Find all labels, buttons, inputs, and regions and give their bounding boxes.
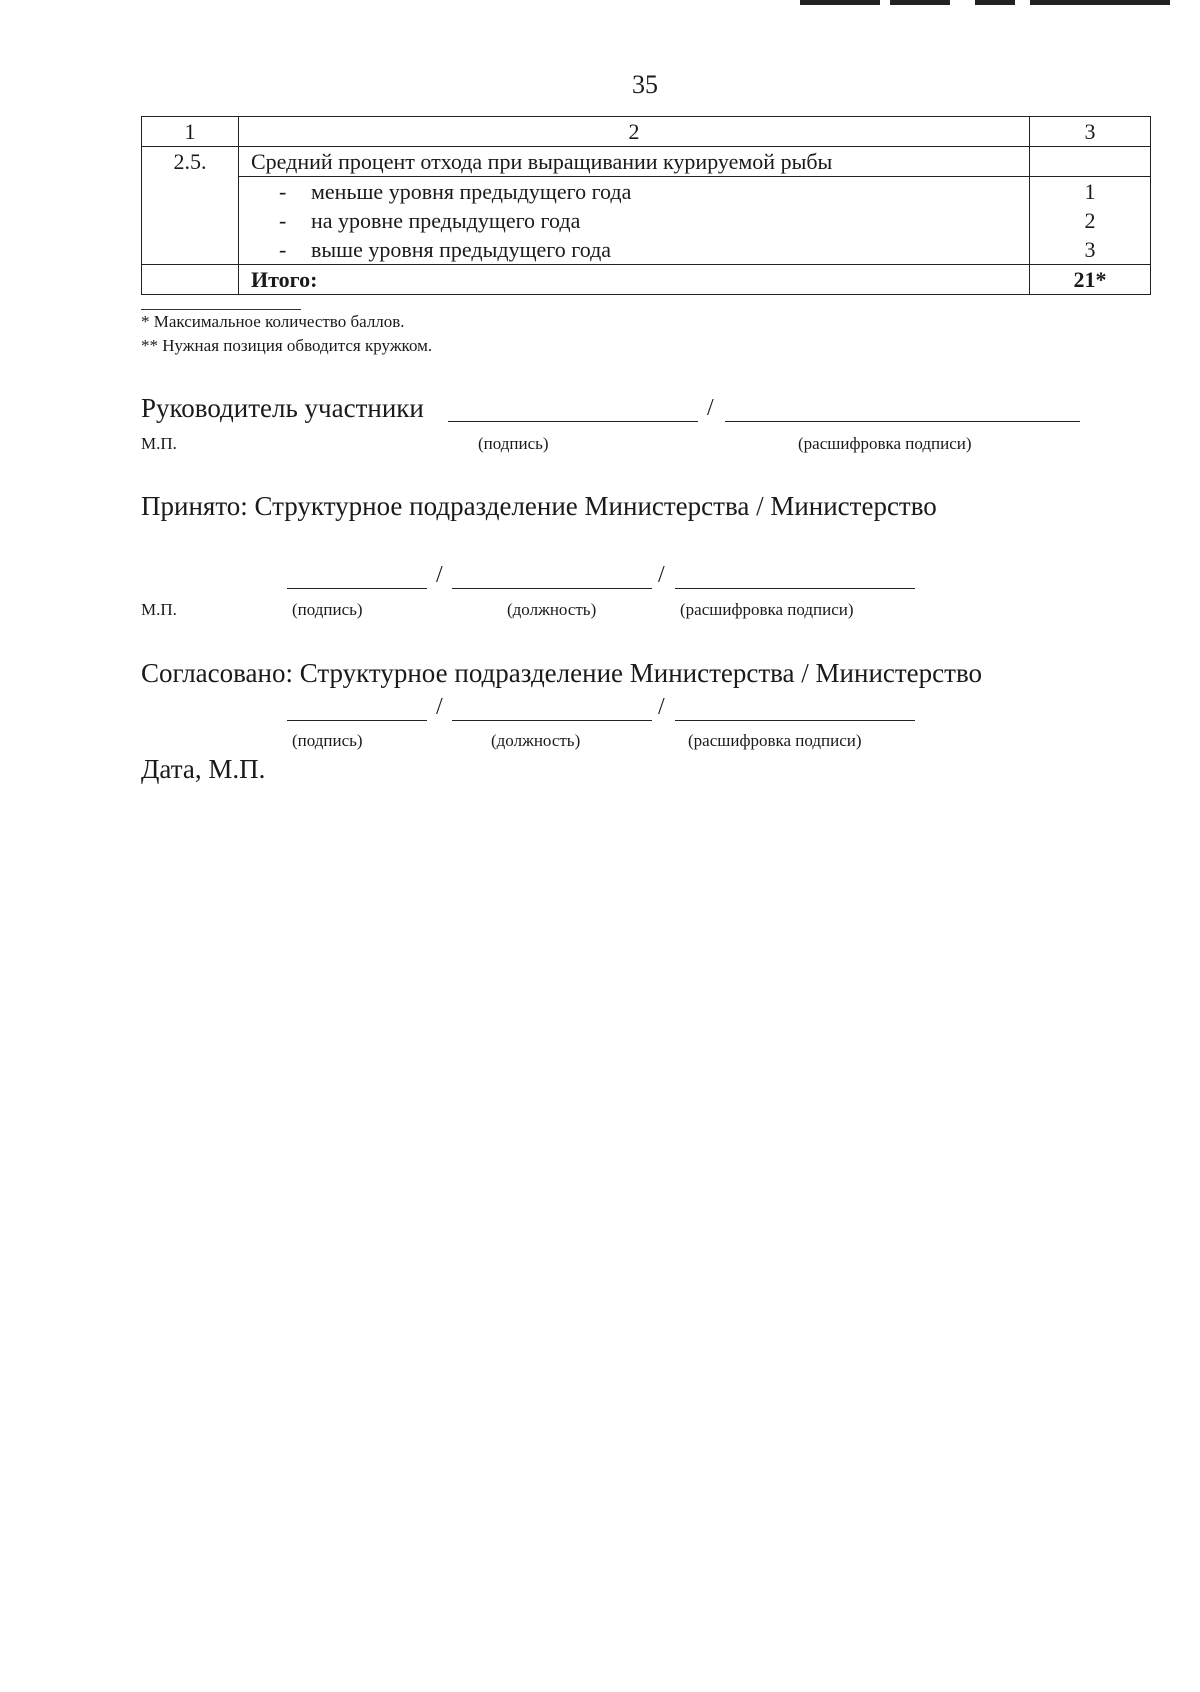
- position-caption: (должность): [507, 600, 597, 619]
- option-label: выше уровня предыдущего года: [311, 237, 612, 262]
- accepted-signature-line: [287, 588, 427, 589]
- agreed-signature-line: [287, 720, 427, 721]
- table-row: [142, 206, 1151, 235]
- leader-label: Руководитель участники: [141, 393, 424, 423]
- score-table: [141, 116, 1151, 295]
- leader-signature-line: [448, 421, 698, 422]
- option-score: 1: [1030, 177, 1151, 207]
- table-row: [142, 147, 1151, 177]
- option-dash: -: [279, 208, 287, 233]
- scan-mark: [975, 0, 1015, 5]
- separator: /: [658, 694, 665, 720]
- item-title: Средний процент отхода при выращивании курируемой рыбы: [239, 147, 1030, 177]
- item-score-empty: [1030, 147, 1151, 177]
- option-cell: [239, 206, 1030, 235]
- option-label: на уровне предыдущего года: [311, 208, 581, 233]
- agreed-label: Согласовано: Структурное подразделение Министерства / Министерство: [141, 658, 983, 688]
- total-label: Итого:: [239, 265, 1030, 295]
- option-score: 3: [1030, 235, 1151, 265]
- header-cell-1: 1: [142, 117, 239, 147]
- accepted-position-line: [452, 588, 652, 589]
- option-dash: -: [279, 179, 287, 204]
- page-number: 35: [632, 70, 658, 99]
- table-header-row: [142, 117, 1151, 147]
- agreed-decoding-line: [675, 720, 915, 721]
- option-label: меньше уровня предыдущего года: [311, 179, 632, 204]
- header-cell-3: 3: [1030, 117, 1151, 147]
- option-cell: [239, 177, 1030, 207]
- decoding-caption: (расшифровка подписи): [798, 434, 972, 453]
- signature-caption: (подпись): [292, 731, 363, 750]
- table-row: [142, 235, 1151, 265]
- footnote-2: ** Нужная позиция обводится кружком.: [141, 336, 433, 355]
- position-caption: (должность): [491, 731, 581, 750]
- separator: /: [707, 395, 714, 421]
- total-row: [142, 265, 1151, 295]
- separator: /: [436, 562, 443, 588]
- accepted-decoding-line: [675, 588, 915, 589]
- scan-mark: [890, 0, 950, 5]
- header-cell-2: 2: [239, 117, 1030, 147]
- footnote-1: * Максимальное количество баллов.: [141, 312, 405, 331]
- signature-caption: (подпись): [292, 600, 363, 619]
- option-dash: -: [279, 237, 287, 262]
- decoding-caption: (расшифровка подписи): [688, 731, 862, 750]
- mp-label: М.П.: [141, 600, 177, 619]
- option-score: 2: [1030, 206, 1151, 235]
- leader-decoding-line: [725, 421, 1080, 422]
- scan-mark: [800, 0, 880, 5]
- separator: /: [658, 562, 665, 588]
- date-label: Дата, М.П.: [141, 754, 266, 784]
- scan-mark: [1030, 0, 1170, 5]
- option-cell: [239, 235, 1030, 265]
- total-value: 21*: [1030, 265, 1151, 295]
- agreed-position-line: [452, 720, 652, 721]
- item-number: 2.5.: [142, 147, 239, 265]
- decoding-caption: (расшифровка подписи): [680, 600, 854, 619]
- separator: /: [436, 694, 443, 720]
- accepted-label: Принято: Структурное подразделение Министерства / Министерство: [141, 491, 937, 521]
- mp-label: М.П.: [141, 434, 177, 453]
- footnote-rule: [141, 309, 301, 310]
- total-empty-cell: [142, 265, 239, 295]
- signature-caption: (подпись): [478, 434, 549, 453]
- table-row: [142, 177, 1151, 207]
